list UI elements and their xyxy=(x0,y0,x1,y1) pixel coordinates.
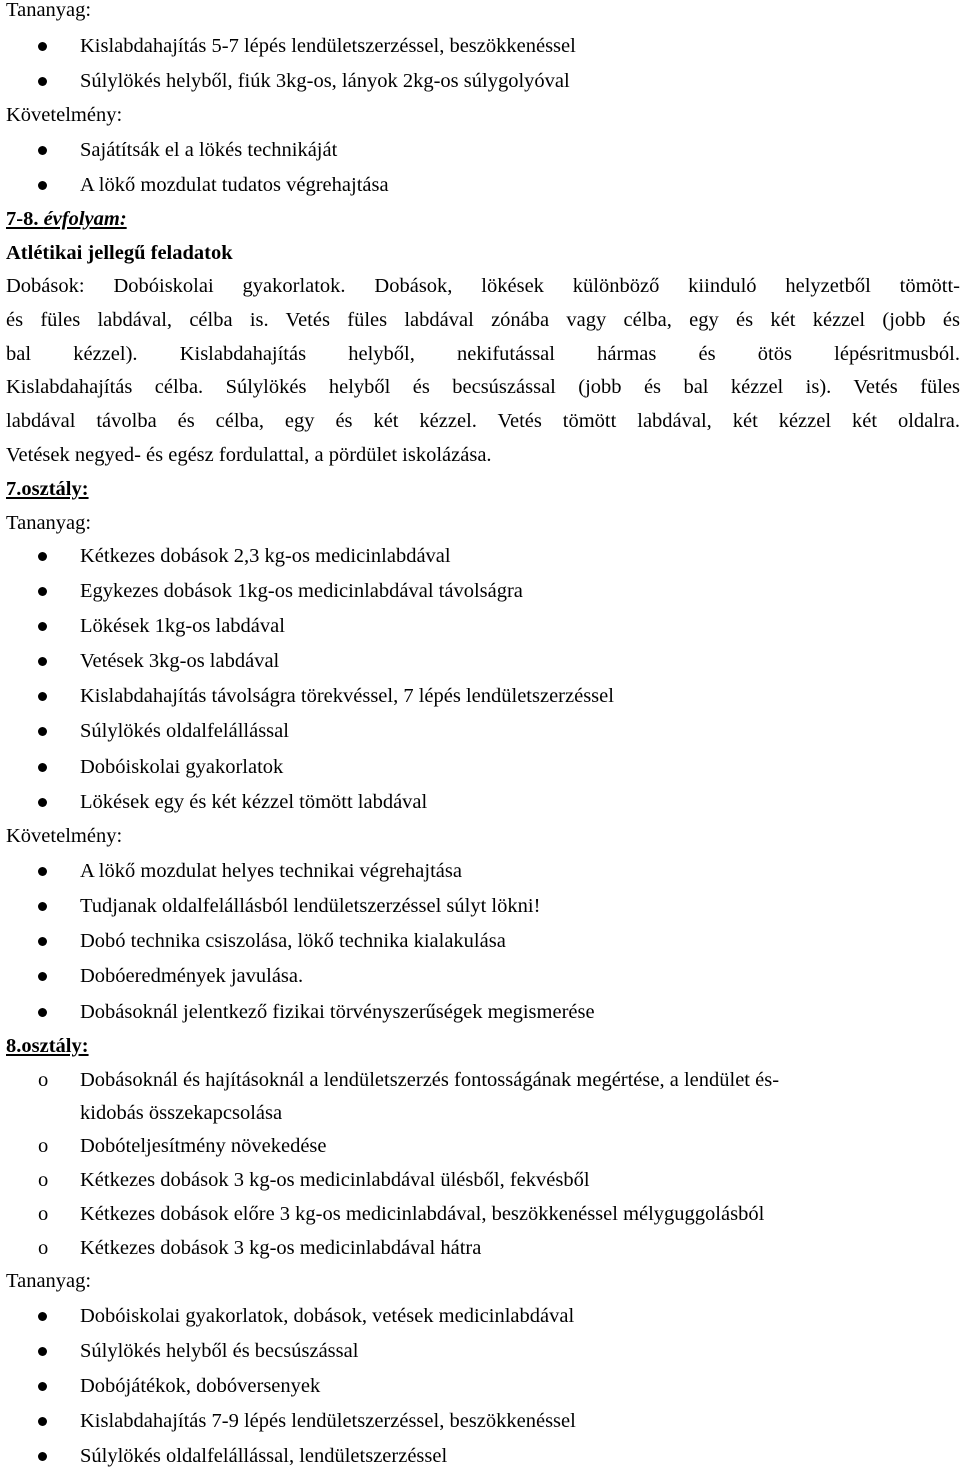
circle-bullet-icon: o xyxy=(38,1135,49,1157)
circle-bullet-icon: o xyxy=(38,1237,49,1259)
kovetelmeny-label: Követelmény: xyxy=(6,825,123,847)
bullet-icon xyxy=(38,77,47,86)
bullet-icon xyxy=(38,657,47,666)
kovetelmeny-label: Követelmény: xyxy=(6,104,123,126)
paragraph-line: Vetések negyed- és egész fordulattal, a pördület iskolázása. xyxy=(6,444,492,466)
bullet-icon xyxy=(38,727,47,736)
bullet-icon xyxy=(38,1417,47,1426)
list-item-continuation: kidobás összekapcsolása xyxy=(80,1102,283,1124)
bullet-icon xyxy=(38,798,47,807)
section-heading-7-8: 7-8. évfolyam: xyxy=(6,208,127,230)
circle-bullet-icon: o xyxy=(38,1203,49,1225)
bullet-icon xyxy=(38,587,47,596)
paragraph-line: és füles labdával, célba is. Vetés füles labdával zónába vagy célba, egy és két kézzel (jobb és xyxy=(6,309,960,331)
section-heading-7: 7.osztály: xyxy=(6,478,89,500)
bullet-icon xyxy=(38,902,47,911)
bullet-icon xyxy=(38,1008,47,1017)
bullet-icon xyxy=(38,552,47,561)
bullet-icon xyxy=(38,42,47,51)
bullet-icon xyxy=(38,146,47,155)
bullet-icon xyxy=(38,1312,47,1321)
bullet-icon xyxy=(38,867,47,876)
paragraph-line: Dobások: Dobóiskolai gyakorlatok. Dobások, lökések különböző kiinduló helyzetből tömött- xyxy=(6,275,960,297)
bullet-icon xyxy=(38,1452,47,1461)
bullet-icon xyxy=(38,763,47,772)
section-subheading: Atlétikai jellegű feladatok xyxy=(6,242,233,264)
bullet-icon xyxy=(38,937,47,946)
tananyag-label: Tananyag: xyxy=(6,0,92,21)
bullet-icon xyxy=(38,622,47,631)
tananyag-label: Tananyag: xyxy=(6,1270,92,1292)
paragraph-line: labdával távolba és célba, egy és két kézzel. Vetés tömött labdával, két kézzel két oldalra. xyxy=(6,410,960,432)
bullet-icon xyxy=(38,692,47,701)
section-heading-8: 8.osztály: xyxy=(6,1035,89,1057)
circle-bullet-icon: o xyxy=(38,1169,49,1191)
paragraph-line: Kislabdahajítás célba. Súlylökés helyből és becsúszással (jobb és bal kézzel is). Vetés füles xyxy=(6,376,960,398)
bullet-icon xyxy=(38,1382,47,1391)
bullet-icon xyxy=(38,972,47,981)
circle-bullet-icon: o xyxy=(38,1069,49,1091)
bullet-icon xyxy=(38,1347,47,1356)
paragraph-line: bal kézzel). Kislabdahajítás helyből, nekifutással hármas és ötös lépésritmusból. xyxy=(6,343,960,365)
document-page: Tananyag: Kislabdahajítás 5-7 lépés lendületszerzéssel, beszökkenéssel Súlylökés helyből, fiúk 3kg-os, lányok 2kg-os súlygolyóval Követelmény: Sajátítsák el a lökés technikáját A lökő mozdulat tudatos végrehajtása 7-8. évfolyam: Atlétikai jellegű feladatok Dobások: Dobóiskolai gyakorlatok. Dobások, lökések különböző kiinduló helyzetből tömött- és füles labdával, célba is. Vetés füles labdával zónába vagy célba, egy és két kézzel (jobb és bal kézzel). Kislabdahajítás helyből, nekifutással hármas és ötös lépésritmusból. Kislabdahajítás célba. Súlylökés helyből és becsúszással (jobb és bal kézzel is). Vetés füles labdával távolba és célba, egy és két kézzel. Vetés tömött labdával, két kézzel két oldalra. Vetések negyed- és egész fordulattal, a pördület iskolázása. 7.osztály: Tananyag: Kétkezes dobások 2,3 kg-os medicinlabdával Egykezes dobások 1kg-os medicinlabdával távolságra Lökések 1kg-os labdával Vetések 3kg-os labdával Kislabdahajítás távolságra törekvéssel, 7 lépés lendületszerzéssel Súlylökés oldalfelállással Dobóiskolai gyakorlatok Lökések egy és két kézzel tömött labdával Követelmény: A lökő mozdulat helyes technikai végrehajtása Tudjanak oldalfelállásból lendületszerzéssel súlyt lökni! Dobó technika csiszolása, lökő technika kialakulása Dobóeredmények javulása. Dobásoknál jelentkező fizikai törvényszerűségek megismerése 8.osztály: o Dobásoknál és hajításoknál a lendületszerzés fontosságának megértése, a lendület és- kidobás összekapcsolása o Dobóteljesítmény növekedése o Kétkezes dobások 3 kg-os medicinlabdával ülésből, fekvésből o Kétkezes dobások előre 3 kg-os medicinlabdával, beszökkenéssel mélyguggolásból o Kétkezes dobások 3 kg-os medicinlabdával hátra Tananyag: Dobóiskolai gyakorlatok, dobások, vetések medicinlabdával Súlylökés helyből és becsúszással Dobójátékok, dobóversenyek Kislabdahajítás 7-9 lépés lendületszerzéssel, beszökkenéssel Súlylökés oldalfelállással, lendületszerzéssel xyxy=(6,0,960,1467)
tananyag-label: Tananyag: xyxy=(6,512,92,534)
bullet-icon xyxy=(38,181,47,190)
